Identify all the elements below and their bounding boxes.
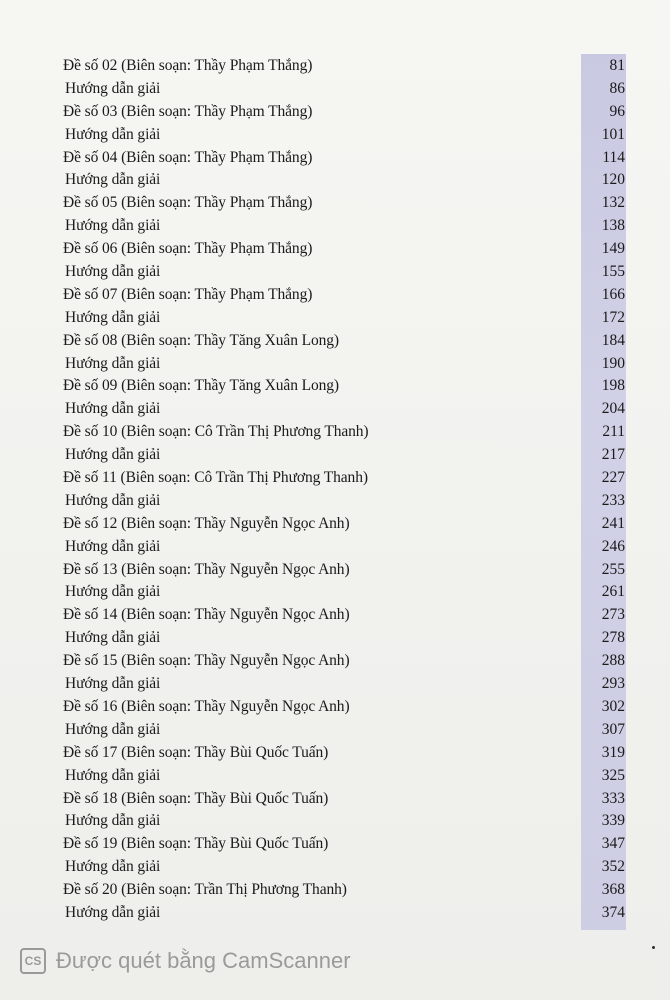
toc-row [0,238,670,261]
toc-page-number: 149 [601,240,625,258]
toc-page-number: 138 [601,217,625,235]
toc-entry-title: Đề số 12 (Biên soạn: Thầy Nguyễn Ngọc Anh) [63,514,350,532]
toc-entry-title: Đề số 14 (Biên soạn: Thầy Nguyễn Ngọc Anh) [63,606,350,624]
toc-entry-title: Đề số 04 (Biên soạn: Thầy Phạm Thắng) [63,148,313,166]
toc-entry-title: Đề số 16 (Biên soạn: Thầy Nguyễn Ngọc Anh) [63,697,350,715]
toc-page-number: 166 [601,285,625,303]
toc-entry-title: Hướng dẫn giải [65,675,161,693]
toc-row [0,353,670,376]
toc-row [0,742,670,765]
toc-row [0,78,670,101]
toc-row [0,719,670,742]
toc-row [0,810,670,833]
toc-entry-title: Đề số 13 (Biên soạn: Thầy Nguyễn Ngọc Anh) [63,560,350,578]
toc-entry-title: Đề số 10 (Biên soạn: Cô Trần Thị Phương Thanh) [63,423,369,441]
toc-page-number: 120 [601,171,625,189]
toc-entry-title: Đề số 07 (Biên soạn: Thầy Phạm Thắng) [63,285,313,303]
toc-row [0,627,670,650]
toc-entry-title: Hướng dẫn giải [65,446,161,464]
toc-page-number: 132 [601,194,625,212]
toc-row [0,902,670,925]
toc-entry-title: Hướng dẫn giải [65,171,161,189]
toc-page-number: 246 [601,537,625,555]
toc-entry-title: Hướng dẫn giải [65,766,161,784]
toc-entry-title: Hướng dẫn giải [65,629,161,647]
toc-row [0,261,670,284]
toc-page-number: 273 [601,606,625,624]
toc-row [0,398,670,421]
toc-entry-title: Đề số 19 (Biên soạn: Thầy Bùi Quốc Tuấn) [63,835,329,853]
toc-row [0,765,670,788]
toc-entry-title: Hướng dẫn giải [65,308,161,326]
toc-row [0,421,670,444]
toc-row [0,788,670,811]
toc-page-number: 101 [601,125,625,143]
toc-page-number: 307 [601,720,625,738]
toc-page-number: 241 [601,514,625,532]
toc-row [0,673,670,696]
toc-entry-title: Hướng dẫn giải [65,217,161,235]
toc-row [0,147,670,170]
toc-row [0,284,670,307]
toc-entry-title: Đề số 03 (Biên soạn: Thầy Phạm Thắng) [63,102,313,120]
toc-page-number: 172 [601,308,625,326]
toc-page-number: 211 [602,423,625,441]
toc-entry-title: Hướng dẫn giải [65,354,161,372]
toc-entry-title: Đề số 18 (Biên soạn: Thầy Bùi Quốc Tuấn) [63,789,329,807]
camscanner-logo-icon: CS [20,948,46,974]
toc-row [0,581,670,604]
toc-page-number: 233 [601,491,625,509]
toc-page-number: 333 [601,789,625,807]
toc-entry-title: Đề số 15 (Biên soạn: Thầy Nguyễn Ngọc Anh) [63,652,350,670]
toc-row [0,604,670,627]
toc-page-number: 325 [601,766,625,784]
toc-page-number: 293 [601,675,625,693]
toc-entry-title: Hướng dẫn giải [65,812,161,830]
toc-page-number: 184 [601,331,625,349]
toc-page-number: 81 [609,57,625,74]
toc-page-number: 347 [601,835,625,853]
toc-page-number: 288 [601,652,625,670]
toc-entry-title: Hướng dẫn giải [65,400,161,418]
toc-entry-title: Hướng dẫn giải [65,79,161,97]
toc-row [0,169,670,192]
toc-page-number: 114 [602,148,625,166]
toc-page-number: 368 [601,881,625,899]
toc-row [0,856,670,879]
toc-row [0,101,670,124]
toc-row [0,375,670,398]
toc-page-number: 155 [601,263,625,281]
toc-page-number: 319 [601,743,625,761]
toc-row [0,490,670,513]
camscanner-watermark [20,946,351,976]
toc-row [0,330,670,353]
toc-row [0,192,670,215]
toc-entry-title: Đề số 20 (Biên soạn: Trần Thị Phương Thanh) [63,881,347,899]
toc-entry-title: Hướng dẫn giải [65,583,161,601]
toc-entry-title: Hướng dẫn giải [65,263,161,281]
speck [652,946,655,949]
toc-row [0,879,670,902]
toc-page-number: 278 [601,629,625,647]
toc-row [0,559,670,582]
table-of-contents [0,55,670,925]
toc-row [0,55,670,78]
toc-page-number: 217 [601,446,625,464]
toc-page-number: 204 [601,400,625,418]
toc-page-number: 374 [601,903,625,921]
toc-entry-title: Hướng dẫn giải [65,903,161,921]
toc-row [0,124,670,147]
toc-entry-title: Hướng dẫn giải [65,858,161,876]
toc-entry-title: Đề số 06 (Biên soạn: Thầy Phạm Thắng) [63,240,313,258]
toc-row [0,833,670,856]
toc-entry-title: Đề số 08 (Biên soạn: Thầy Tăng Xuân Long) [63,331,339,349]
toc-page-number: 255 [601,560,625,578]
toc-row [0,513,670,536]
toc-row [0,696,670,719]
toc-row [0,307,670,330]
toc-row [0,536,670,559]
toc-entry-title: Đề số 11 (Biên soạn: Cô Trần Thị Phương Thanh) [63,469,368,487]
toc-page-number: 227 [601,469,625,487]
toc-entry-title: Hướng dẫn giải [65,125,161,143]
toc-row [0,444,670,467]
toc-page-number: 352 [601,858,625,876]
toc-page-number: 86 [609,79,625,97]
toc-entry-title: Hướng dẫn giải [65,537,161,555]
toc-page-number: 261 [601,583,625,601]
toc-row [0,215,670,238]
toc-page-number: 198 [601,377,625,395]
toc-entry-title: Đề số 05 (Biên soạn: Thầy Phạm Thắng) [63,194,313,212]
toc-entry-title: Đề số 09 (Biên soạn: Thầy Tăng Xuân Long) [63,377,339,395]
toc-page-number: 339 [601,812,625,830]
toc-page-number: 302 [601,697,625,715]
toc-page-number: 96 [609,102,625,120]
toc-entry-title: Hướng dẫn giải [65,720,161,738]
watermark-text: Được quét bằng CamScanner [56,948,351,973]
toc-entry-title: Đề số 02 (Biên soạn: Thầy Phạm Thắng) [63,57,313,74]
toc-page-number: 190 [601,354,625,372]
toc-row [0,467,670,490]
toc-entry-title: Đề số 17 (Biên soạn: Thầy Bùi Quốc Tuấn) [63,743,329,761]
toc-row [0,650,670,673]
toc-entry-title: Hướng dẫn giải [65,491,161,509]
